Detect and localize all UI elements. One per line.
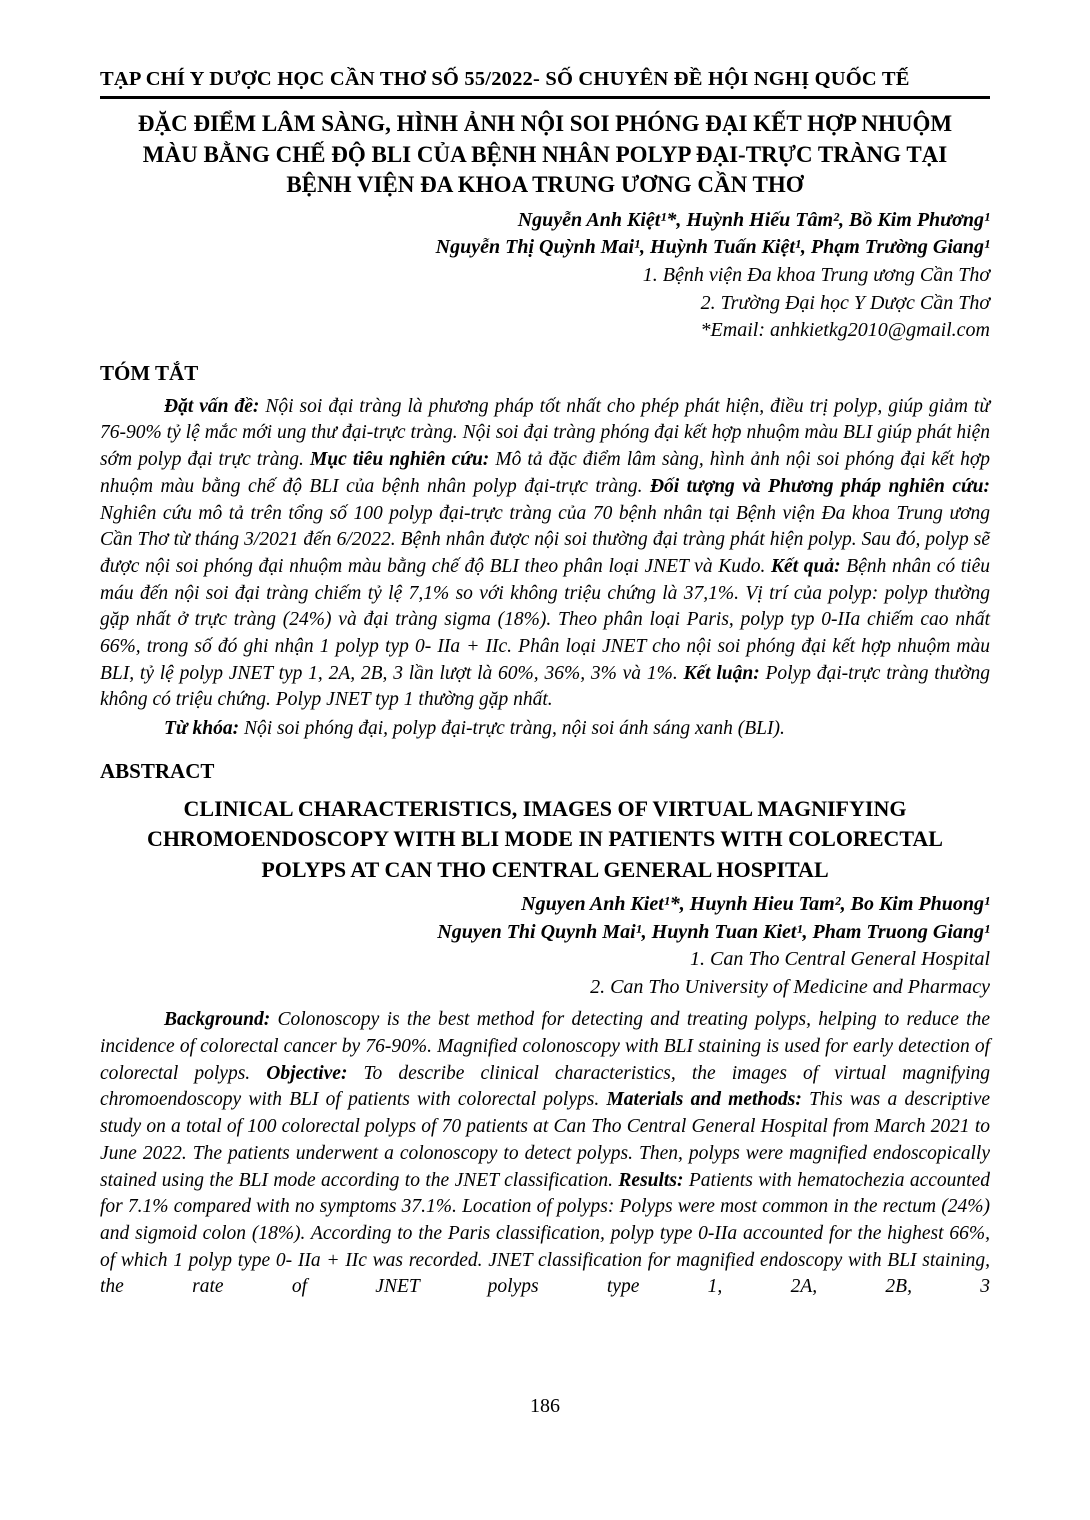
email-line: *Email: anhkietkg2010@gmail.com [700, 319, 990, 342]
article-title-english: CLINICAL CHARACTERISTICS, IMAGES OF VIRTUAL MAGNIFYING CHROMOENDOSCOPY WITH BLI MODE IN PATIENTS WITH COLORECTAL POLYPS AT CAN THO CENTRAL GENERAL HOSPITAL [147, 795, 943, 882]
abstract-paragraph-vietnamese: Đặt vấn đề: Nội soi đại tràng là phương pháp tốt nhất cho phép phát hiện, điều trị polyp, giúp giảm từ 76-90% tỷ lệ mắc mới ung thư đại-trực tràng. Nội soi đại tràng phóng đại kết hợp nhuộm màu BLI giúp phát hiện sớm polyp đại trực tràng. Mục tiêu nghiên cứu: Mô tả đặc điểm lâm sàng, hình ảnh nội soi phóng đại kết hợp nhuộm màu bằng chế độ BLI của bệnh nhân polyp đại-trực tràng. Đối tượng và Phương pháp nghiên cứu: Nghiên cứu mô tả trên tổng số 100 polyp đại-trực tràng của 70 bệnh nhân tại Bệnh viện Đa khoa Trung ương Cần Thơ từ tháng 3/2021 đến 6/2022. Bệnh nhân được nội soi thường đại tràng phát hiện polyp. Sau đó, polyp sẽ được nội soi phóng đại nhuộm màu bằng chế độ BLI theo phân loại JNET và Kudo. Kết quả: Bệnh nhân có tiêu máu đến nội soi đại tràng chiếm tỷ lệ 7,1% so với không triệu chứng là 37,1%. Vị trí của polyp: polyp thường gặp nhất ở trực tràng (24%) và đại tràng sigma (18%). Theo phân loại Paris, polyp typ 0-IIa chiếm cao nhất 66%, trong số đó ghi nhận 1 polyp typ 0- IIa + IIc. Phân loại JNET cho nội soi phóng đại kết hợp nhuộm màu BLI, tỷ lệ polyp JNET typ 1, 2A, 2B, 3 lần lượt là 60%, 36%, 3% và 1%. Kết luận: Polyp đại-trực tràng thường không có triệu chứng. Polyp JNET typ 1 thường gặp nhất. [100, 395, 990, 711]
author-block-english [100, 891, 990, 1001]
affiliation-line-1-vi: 1. Bệnh viện Đa khoa Trung ương Cần Thơ [642, 263, 990, 286]
section-heading-abstract: ABSTRACT [100, 758, 215, 783]
abstract-paragraph-english: Background: Colonoscopy is the best method for detecting and treating polyps, helping to reduce the incidence of colorectal cancer by 76-90%. Magnified colonoscopy with BLI staining is used for early detection of colorectal polyps. Objective: To describe clinical characteristics, the images of virtual magnifying chromoendoscopy with BLI of patients with colorectal polyps. Materials and methods: This was a descriptive study on a total of 100 colorectal polyps of 70 patients at Can Tho Central General Hospital from March 2021 to June 2022. The patients underwent a colonoscopy to detect polyps. Then, polyps were magnified endoscopically stained using the BLI mode according to the JNET classification. Results: Patients with hematochezia accounted for 7.1% compared with no symptoms 37.1%. Location of polyps: Polyps were most common in the rectum (24%) and sigmoid colon (18%). According to the Paris classification, polyp type 0-IIa accounted for the highest 66%, of which 1 polyp type 0- IIa + IIc was recorded. JNET classification for magnified endoscopy with BLI staining, the rate of JNET polyps type 1, 2A, 2B, 3 [100, 1009, 991, 1298]
authors-line-1-en: Nguyen Anh Kiet¹*, Huynh Hieu Tam², Bo Kim Phuong¹ [521, 892, 990, 915]
affiliation-line-1-en: 1. Can Tho Central General Hospital [689, 948, 990, 971]
authors-line-1-vi: Nguyễn Anh Kiệt¹*, Huỳnh Hiếu Tâm², Bồ Kim Phương¹ [517, 208, 990, 231]
affiliation-line-2-vi: 2. Trường Đại học Y Dược Cần Thơ [700, 291, 990, 314]
keywords-line-vietnamese: Từ khóa: Nội soi phóng đại, polyp đại-trực tràng, nội soi ánh sáng xanh (BLI). [164, 718, 785, 740]
author-block-vietnamese [100, 207, 990, 345]
authors-line-2-vi: Nguyễn Thị Quỳnh Mai¹, Huỳnh Tuấn Kiệt¹, Phạm Trường Giang¹ [435, 236, 990, 259]
page-number: 186 [530, 1395, 560, 1417]
section-heading-tom-tat: TÓM TẮT [100, 360, 199, 385]
journal-header [100, 68, 990, 99]
affiliation-line-2-en: 2. Can Tho University of Medicine and Pharmacy [590, 975, 990, 998]
journal-title-line: TẠP CHÍ Y DƯỢC HỌC CẦN THƠ SỐ 55/2022- SỐ CHUYÊN ĐỀ HỘI NGHỊ QUỐC TẾ [100, 68, 910, 90]
authors-line-2-en: Nguyen Thi Quynh Mai¹, Huynh Tuan Kiet¹, Pham Truong Giang¹ [437, 920, 990, 943]
article-title-vietnamese: ĐẶC ĐIỂM LÂM SÀNG, HÌNH ẢNH NỘI SOI PHÓNG ĐẠI KẾT HỢP NHUỘM MÀU BẰNG CHẾ ĐỘ BLI CỦA BỆNH NHÂN POLYP ĐẠI-TRỰC TRÀNG TẠI BỆNH VIỆN ĐA KHOA TRUNG ƯƠNG CẦN THƠ [137, 111, 953, 198]
